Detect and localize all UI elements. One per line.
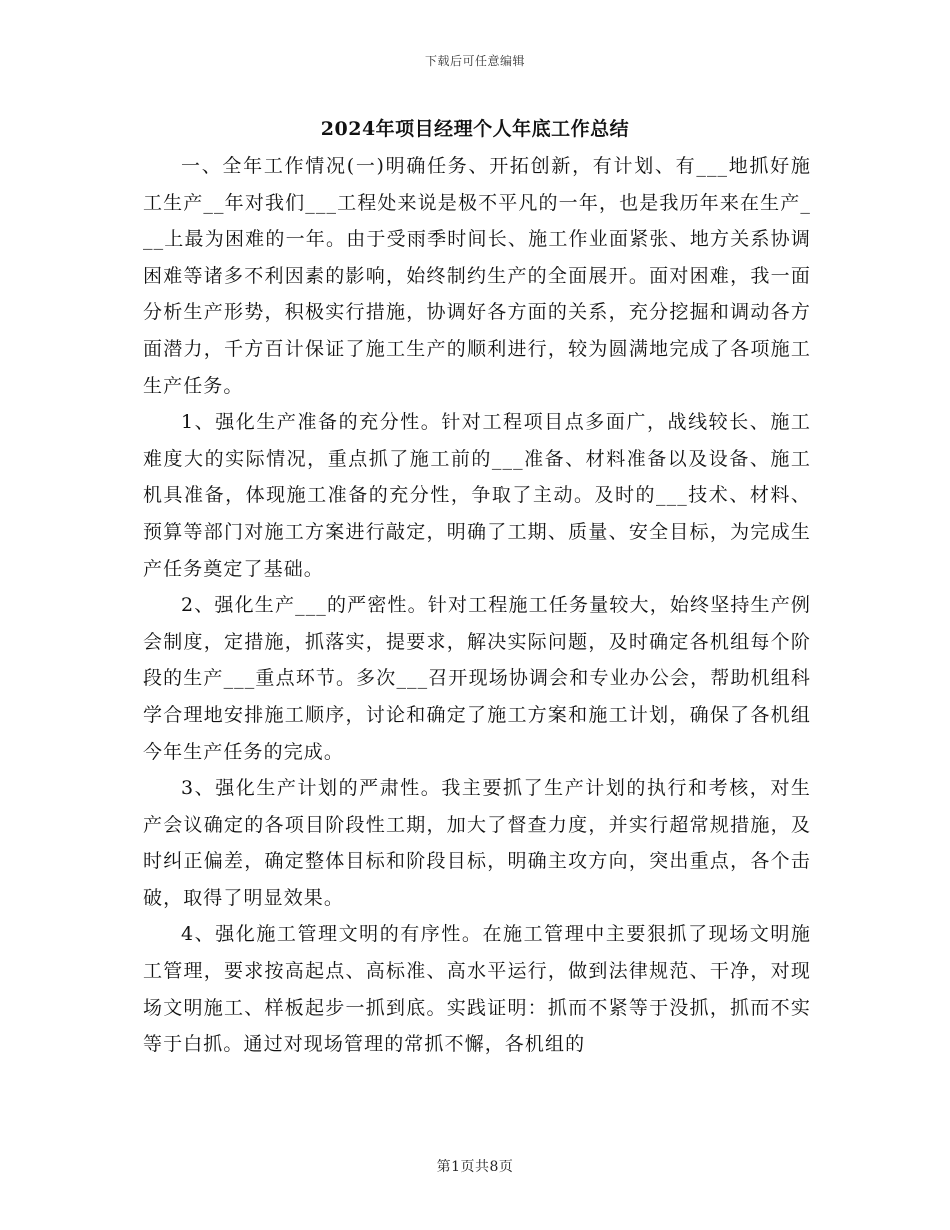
paragraph-item-2: 2、强化生产___的严密性。针对工程施工任务量较大，始终坚持生产例会制度，定措施，抓落实，提要求，解决实际问题，及时确定各机组每个阶段的生产___重点环节。多次___召开现场协调会和专业办公会，帮助机组科学合理地安排施工顺序，讨论和确定了施工方案和施工计划，确保了各机组今年生产任务的完成。 (143, 594, 811, 763)
paragraph-overview: 一、全年工作情况(一)明确任务、开拓创新，有计划、有___地抓好施工生产__年对我们___工程处来说是极不平凡的一年，也是我历年来在生产___上最为困难的一年。由于受雨季时间长、施工作业面紧张、地方关系协调困难等诸多不利因素的影响，始终制约生产的全面展开。面对困难，我一面分析生产形势，积极实行措施，协调好各方面的关系，充分挖掘和调动各方面潜力，千方百计保证了施工生产的顺利进行，较为圆满地完成了各项施工生产任务。 (143, 155, 811, 397)
document-body (143, 148, 811, 1063)
paragraph-item-4: 4、强化施工管理文明的有序性。在施工管理中主要狠抓了现场文明施工管理，要求按高起点、高标准、高水平运行，做到法律规范、干净，对现场文明施工、样板起步一抓到底。实践证明：抓而不紧等于没抓，抓而不实等于白抓。通过对现场管理的常抓不懈，各机组的 (143, 923, 811, 1056)
paragraph-item-1: 1、强化生产准备的充分性。针对工程项目点多面广，战线较长、施工难度大的实际情况，重点抓了施工前的___准备、材料准备以及设备、施工机具准备，体现施工准备的充分性，争取了主动。及时的___技术、材料、预算等部门对施工方案进行敲定，明确了工期、质量、安全目标，为完成生产任务奠定了基础。 (143, 411, 811, 580)
page-number-footer: 第1页共8页 (436, 1159, 514, 1175)
page-header-note: 下载后可任意编辑 (424, 54, 525, 68)
paragraph-item-3: 3、强化生产计划的严肃性。我主要抓了生产计划的执行和考核，对生产会议确定的各项目阶段性工期，加大了督查力度，并实行超常规措施，及时纠正偏差，确定整体目标和阶段目标，明确主攻方向，突出重点，各个击破，取得了明显效果。 (143, 777, 811, 909)
document-title: 2024年项目经理个人年底工作总结 (320, 118, 630, 140)
